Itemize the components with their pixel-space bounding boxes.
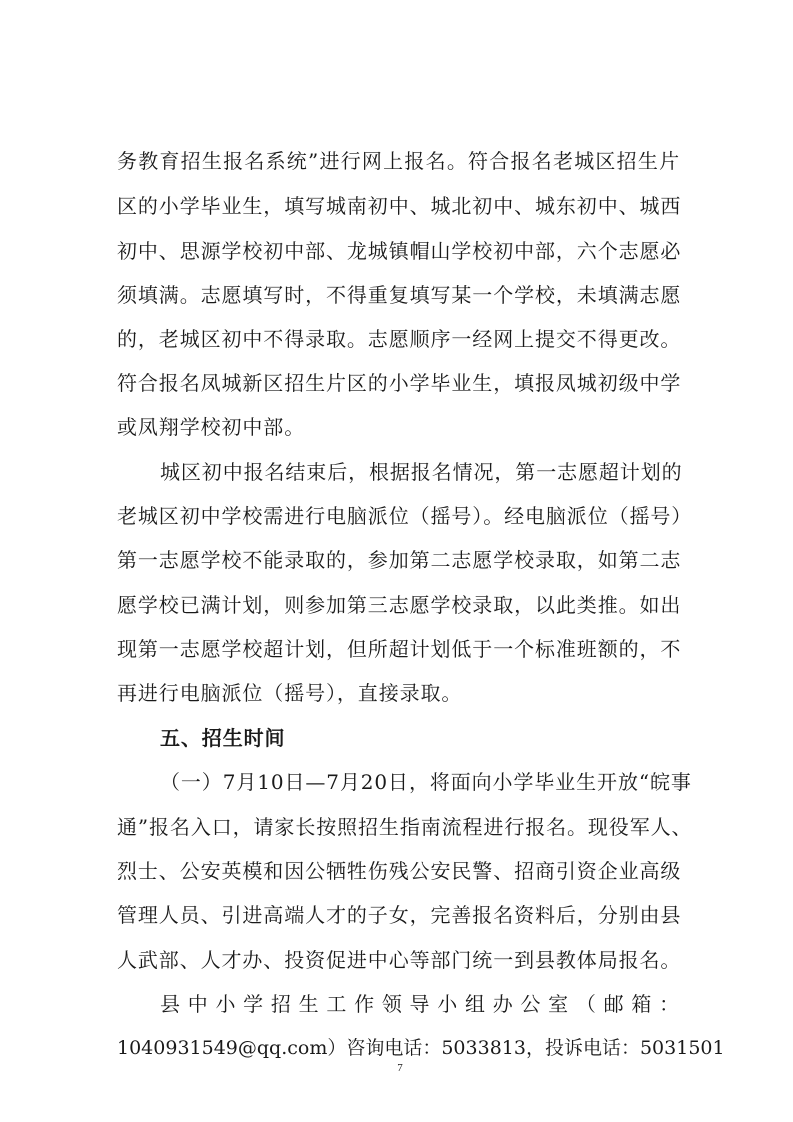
paragraph-line: 区的小学毕业生，填写城南初中、城北初中、城东初中、城西 <box>117 194 682 218</box>
paragraph-line: 管理人员、引进高端人才的子女，完善报名资料后，分别由县 <box>117 903 682 927</box>
paragraph-line: 初中、思源学校初中部、龙城镇帽山学校初中部，六个志愿必 <box>117 239 682 263</box>
paragraph-line: 符合报名凤城新区招生片区的小学毕业生，填报凤城初级中学 <box>117 371 682 395</box>
paragraph-line: 须填满。志愿填写时，不得重复填写某一个学校，未填满志愿 <box>117 283 682 307</box>
paragraph-line: 城区初中报名结束后，根据报名情况，第一志愿超计划的 <box>160 460 683 484</box>
paragraph-line: 现第一志愿学校超计划，但所超计划低于一个标准班额的，不 <box>117 637 682 661</box>
paragraph-line: 再进行电脑派位（摇号），直接录取。 <box>117 681 463 705</box>
paragraph-line: 第一志愿学校不能录取的，参加第二志愿学校录取，如第二志 <box>117 548 682 572</box>
paragraph-line: 老城区初中学校需进行电脑派位（摇号）。经电脑派位（摇号） <box>117 504 693 528</box>
contact-line: 1040931549@qq.com）咨询电话：5033813，投诉电话：5031501 <box>117 1037 725 1059</box>
paragraph-line: 县中小学招生工作领导小组办公室（邮箱： <box>160 992 680 1016</box>
section-heading: 五、招生时间 <box>160 726 286 750</box>
paragraph-line: 通”报名入口，请家长按照招生指南流程进行报名。现役军人、 <box>117 815 693 839</box>
page-number: 7 <box>397 1062 403 1074</box>
paragraph-line: 务教育招生报名系统”进行网上报名。符合报名老城区招生片 <box>117 149 680 173</box>
paragraph-line: （一）7月10日—7月20日，将面向小学毕业生开放“皖事 <box>160 770 692 794</box>
paragraph-line: 人武部、人才办、投资促进中心等部门统一到县教体局报名。 <box>117 948 682 972</box>
paragraph-line: 或凤翔学校初中部。 <box>117 415 306 439</box>
paragraph-line: 烈士、公安英模和因公牺牲伤残公安民警、招商引资企业高级 <box>117 859 682 883</box>
paragraph-line: 愿学校已满计划，则参加第三志愿学校录取，以此类推。如出 <box>117 593 682 617</box>
paragraph-line: 的，老城区初中不得录取。志愿顺序一经网上提交不得更改。 <box>117 327 682 351</box>
